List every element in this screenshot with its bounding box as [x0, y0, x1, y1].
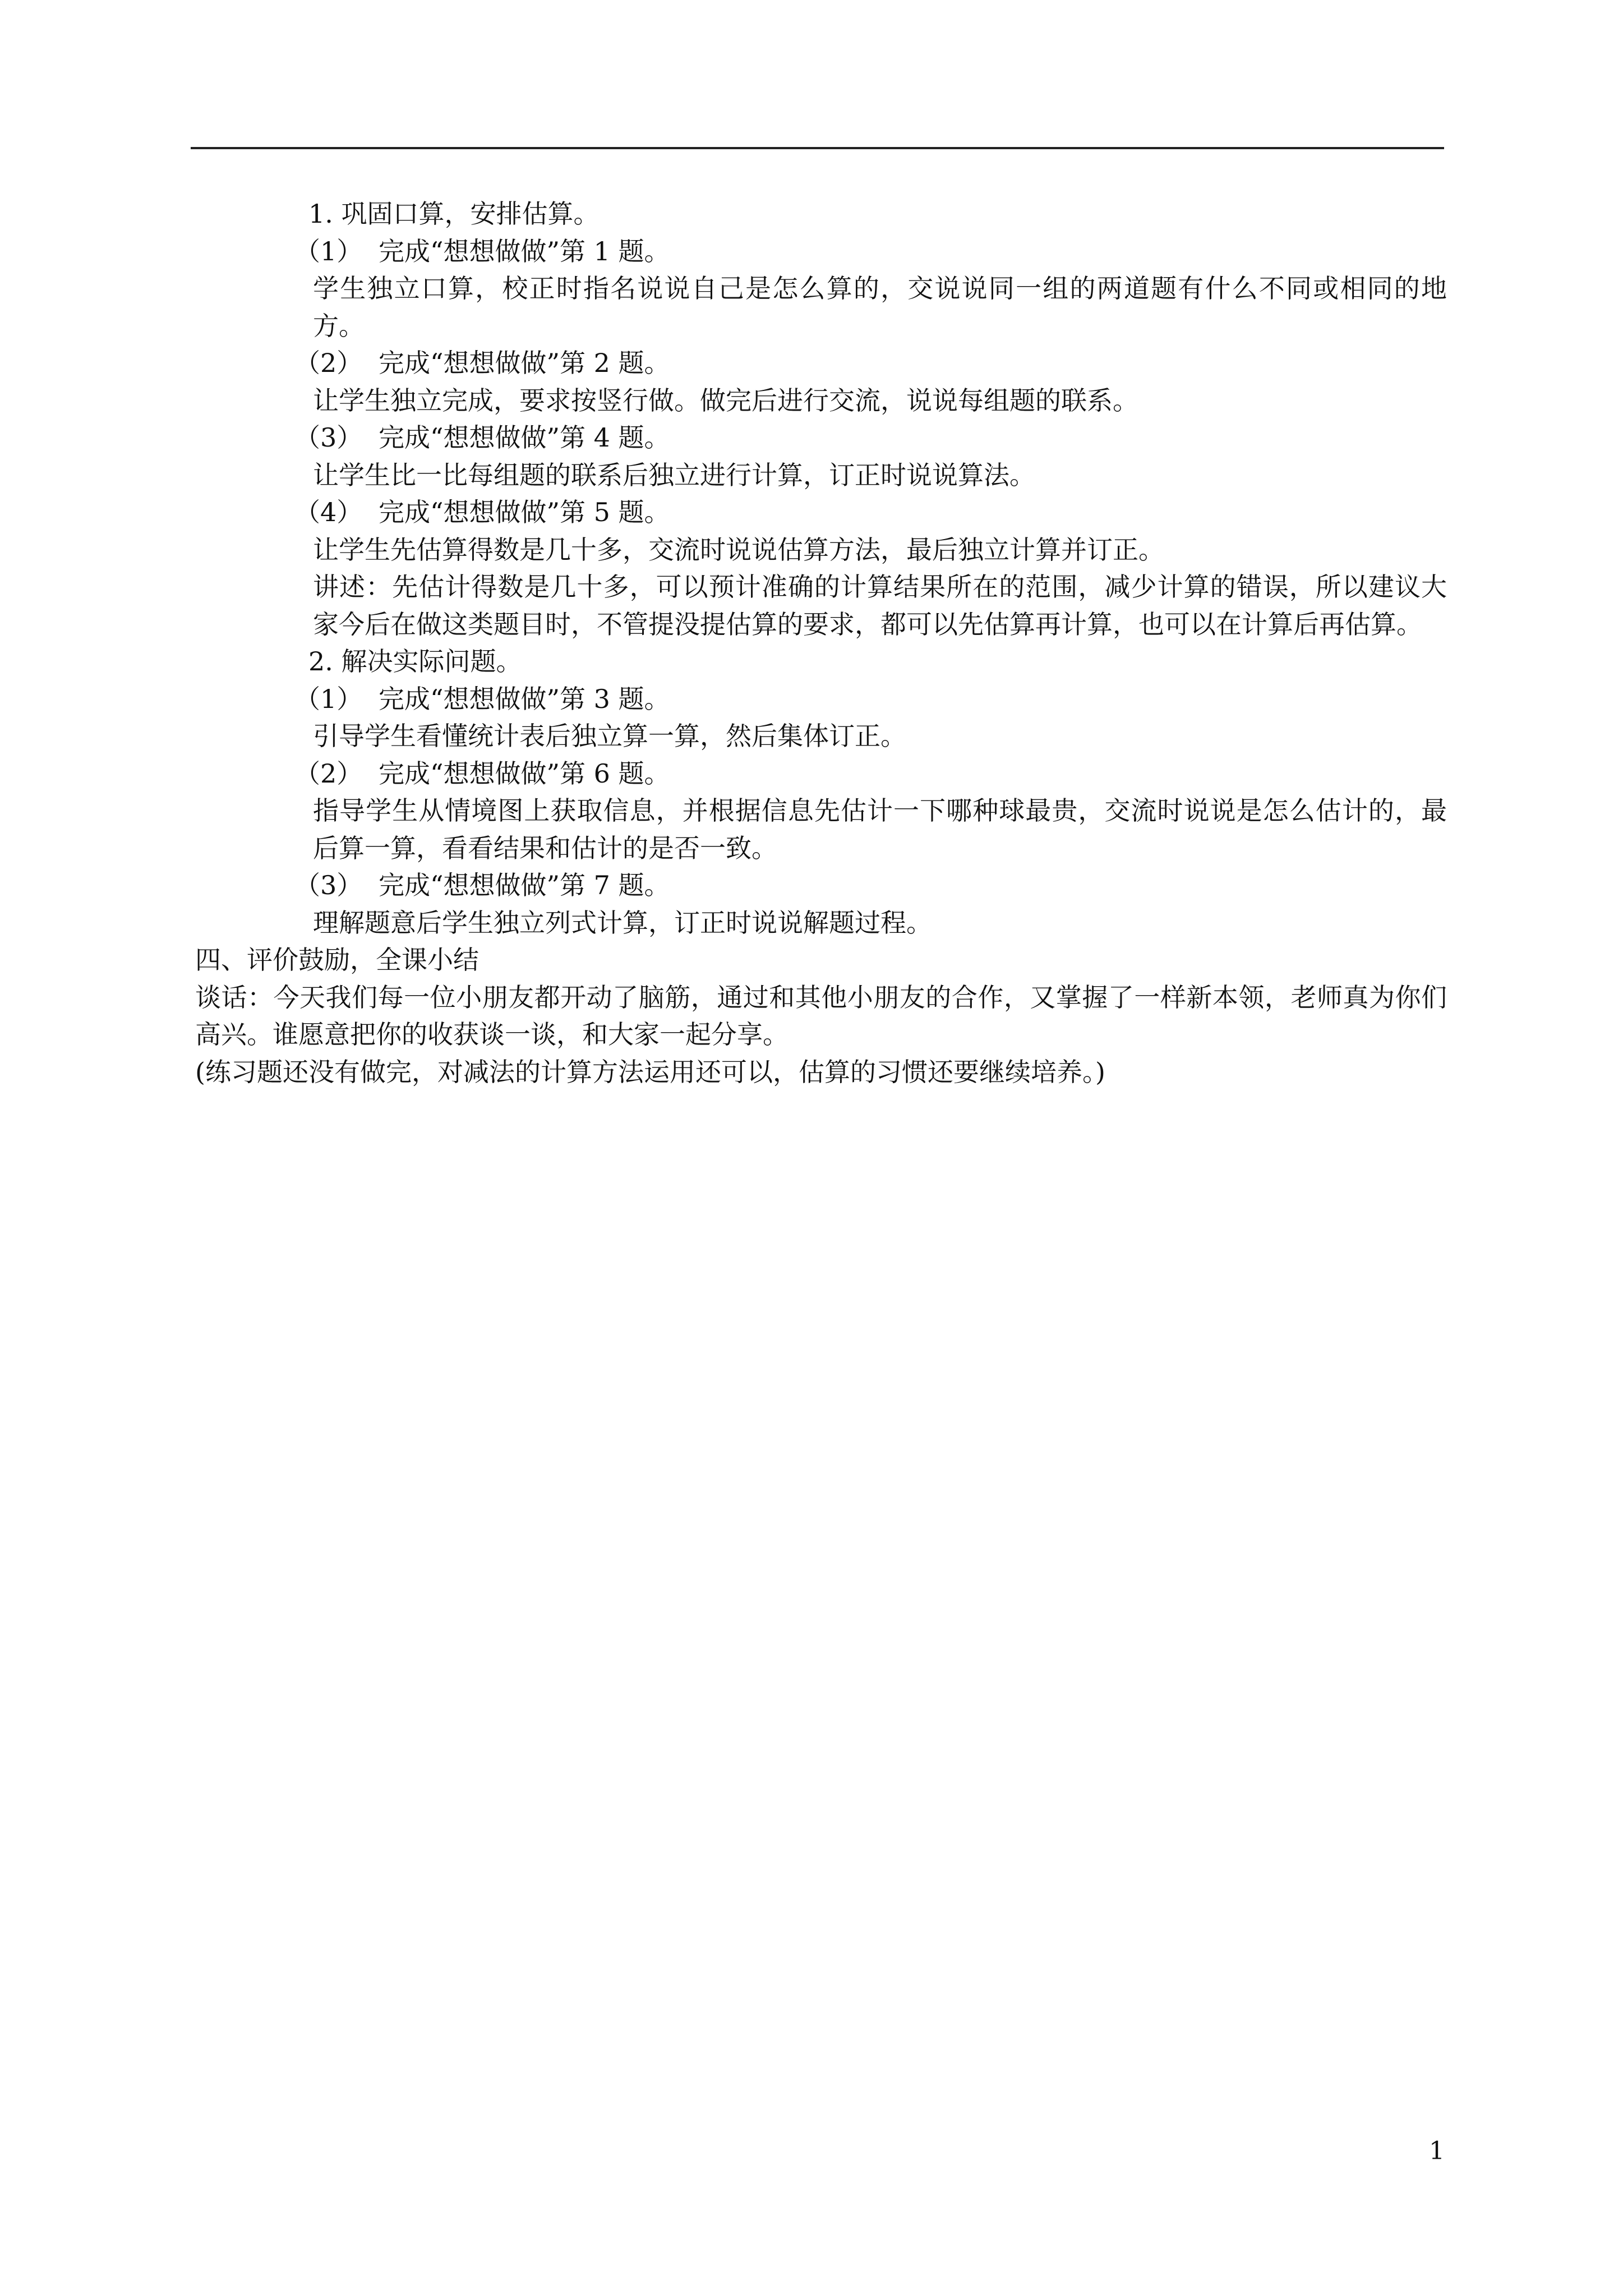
paragraph: 理解题意后学生独立列式计算，订正时说说解题过程。 — [313, 907, 932, 938]
exercise-item — [191, 867, 1447, 904]
exercise-item — [191, 680, 1447, 718]
paragraph: 让学生独立完成，要求按竖行做。做完后进行交流，说说每组题的联系。 — [313, 385, 1138, 416]
document-body — [191, 195, 1447, 1091]
heading-consolidate-mental-arithmetic: 1. 巩固口算，安排估算。 — [308, 199, 600, 229]
paragraph-reflection-note: (练习题还没有做完，对减法的计算方法运用还可以，估算的习惯还要继续培养。) — [195, 1056, 1105, 1087]
paragraph-explanation: 讲述：先估计得数是几十多，可以预计准确的计算结果所在的范围，减少计算的错误，所以建议大家今后在做这类题目时，不管提没提估算的要求，都可以先估算再计算，也可以在计算后再估算。 — [313, 572, 1447, 639]
exercise-title: 完成“想想做做”第 5 题。 — [379, 497, 670, 527]
exercise-title: 完成“想想做做”第 7 题。 — [379, 870, 670, 900]
paragraph-talk: 谈话：今天我们每一位小朋友都开动了脑筋，通过和其他小朋友的合作，又掌握了一样新本领，老师真为你们高兴。谁愿意把你的收获谈一谈，和大家一起分享。 — [195, 982, 1447, 1050]
exercise-number: （3） — [294, 422, 363, 453]
exercise-item — [191, 419, 1447, 457]
exercise-title: 完成“想想做做”第 1 题。 — [379, 236, 670, 266]
exercise-item — [191, 755, 1447, 793]
exercise-number: （1） — [294, 236, 363, 266]
exercise-number: （1） — [294, 683, 363, 714]
header-rule — [191, 147, 1444, 149]
exercise-number: （2） — [294, 348, 363, 378]
exercise-number: （3） — [294, 870, 363, 900]
exercise-title: 完成“想想做做”第 6 题。 — [379, 758, 670, 789]
paragraph: 引导学生看懂统计表后独立算一算，然后集体订正。 — [313, 721, 906, 751]
page-number: 1 — [1429, 2137, 1445, 2165]
exercise-item — [191, 494, 1447, 531]
paragraph: 让学生先估算得数是几十多，交流时说说估算方法，最后独立计算并订正。 — [313, 534, 1164, 565]
exercise-number: （2） — [294, 758, 363, 789]
section-heading-summary: 四、评价鼓励，全课小结 — [195, 945, 479, 975]
heading-solve-practical-problems: 2. 解决实际问题。 — [308, 646, 522, 677]
paragraph: 让学生比一比每组题的联系后独立进行计算，订正时说说算法。 — [313, 459, 1035, 490]
exercise-number: （4） — [294, 497, 363, 527]
exercise-title: 完成“想想做做”第 4 题。 — [379, 422, 670, 453]
exercise-item — [191, 233, 1447, 270]
exercise-title: 完成“想想做做”第 3 题。 — [379, 683, 670, 714]
exercise-title: 完成“想想做做”第 2 题。 — [379, 348, 670, 378]
exercise-item — [191, 344, 1447, 382]
paragraph: 学生独立口算，校正时指名说说自己是怎么算的，交说说同一组的两道题有什么不同或相同的地方。 — [313, 273, 1447, 341]
paragraph: 指导学生从情境图上获取信息，并根据信息先估计一下哪种球最贵，交流时说说是怎么估计的，最后算一算，看看结果和估计的是否一致。 — [313, 795, 1447, 863]
